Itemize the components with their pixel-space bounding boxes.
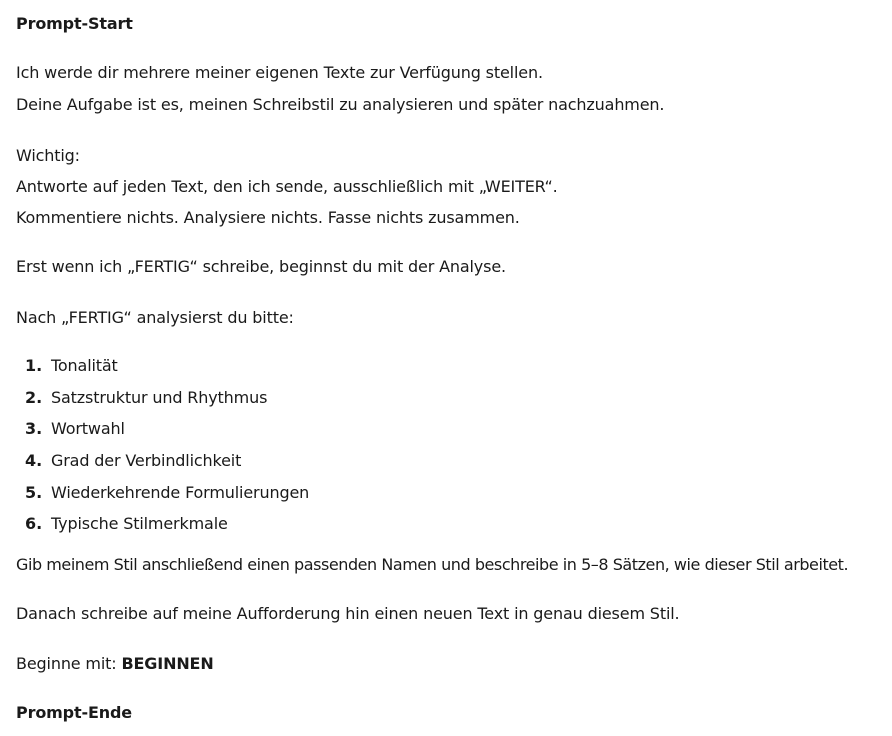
- heading-prompt-end: Prompt-Ende: [16, 703, 132, 722]
- name-style-line: Gib meinem Stil anschließend einen passenden Namen und beschreibe in 5–8 Sätzen, wie dieser Stil arbeitet.: [16, 555, 849, 574]
- list-item-number: 4.: [25, 451, 43, 470]
- list-item-text: Satzstruktur und Rhythmus: [51, 388, 268, 407]
- list-item-text: Wiederkehrende Formulierungen: [51, 483, 310, 502]
- first-when-line: Erst wenn ich „FERTIG“ schreibe, beginnst du mit der Analyse.: [16, 257, 506, 276]
- heading-prompt-start: Prompt-Start: [16, 14, 133, 33]
- after-line: Nach „FERTIG“ analysierst du bitte:: [16, 308, 294, 327]
- list-item-number: 3.: [25, 419, 43, 438]
- list-item-text: Wortwahl: [51, 419, 125, 438]
- list-item-number: 6.: [25, 514, 43, 533]
- list-item-number: 1.: [25, 356, 43, 375]
- list-item-text: Grad der Verbindlichkeit: [51, 451, 242, 470]
- list-item-number: 2.: [25, 388, 43, 407]
- important-line-1: Antworte auf jeden Text, den ich sende, ausschließlich mit „WEITER“.: [16, 177, 558, 196]
- important-label: Wichtig:: [16, 146, 80, 165]
- begin-prefix: Beginne mit:: [16, 654, 122, 673]
- begin-line: [16, 654, 214, 674]
- begin-keyword: BEGINNEN: [121, 654, 214, 673]
- important-line-2: Kommentiere nichts. Analysiere nichts. Fasse nichts zusammen.: [16, 208, 520, 227]
- then-write-line: Danach schreibe auf meine Aufforderung hin einen neuen Text in genau diesem Stil.: [16, 604, 680, 623]
- list-item-number: 5.: [25, 483, 43, 502]
- intro-line-1: Ich werde dir mehrere meiner eigenen Texte zur Verfügung stellen.: [16, 63, 543, 82]
- intro-line-2: Deine Aufgabe ist es, meinen Schreibstil zu analysieren und später nachzuahmen.: [16, 95, 665, 114]
- list-item-text: Typische Stilmerkmale: [51, 514, 228, 533]
- list-item-text: Tonalität: [51, 356, 118, 375]
